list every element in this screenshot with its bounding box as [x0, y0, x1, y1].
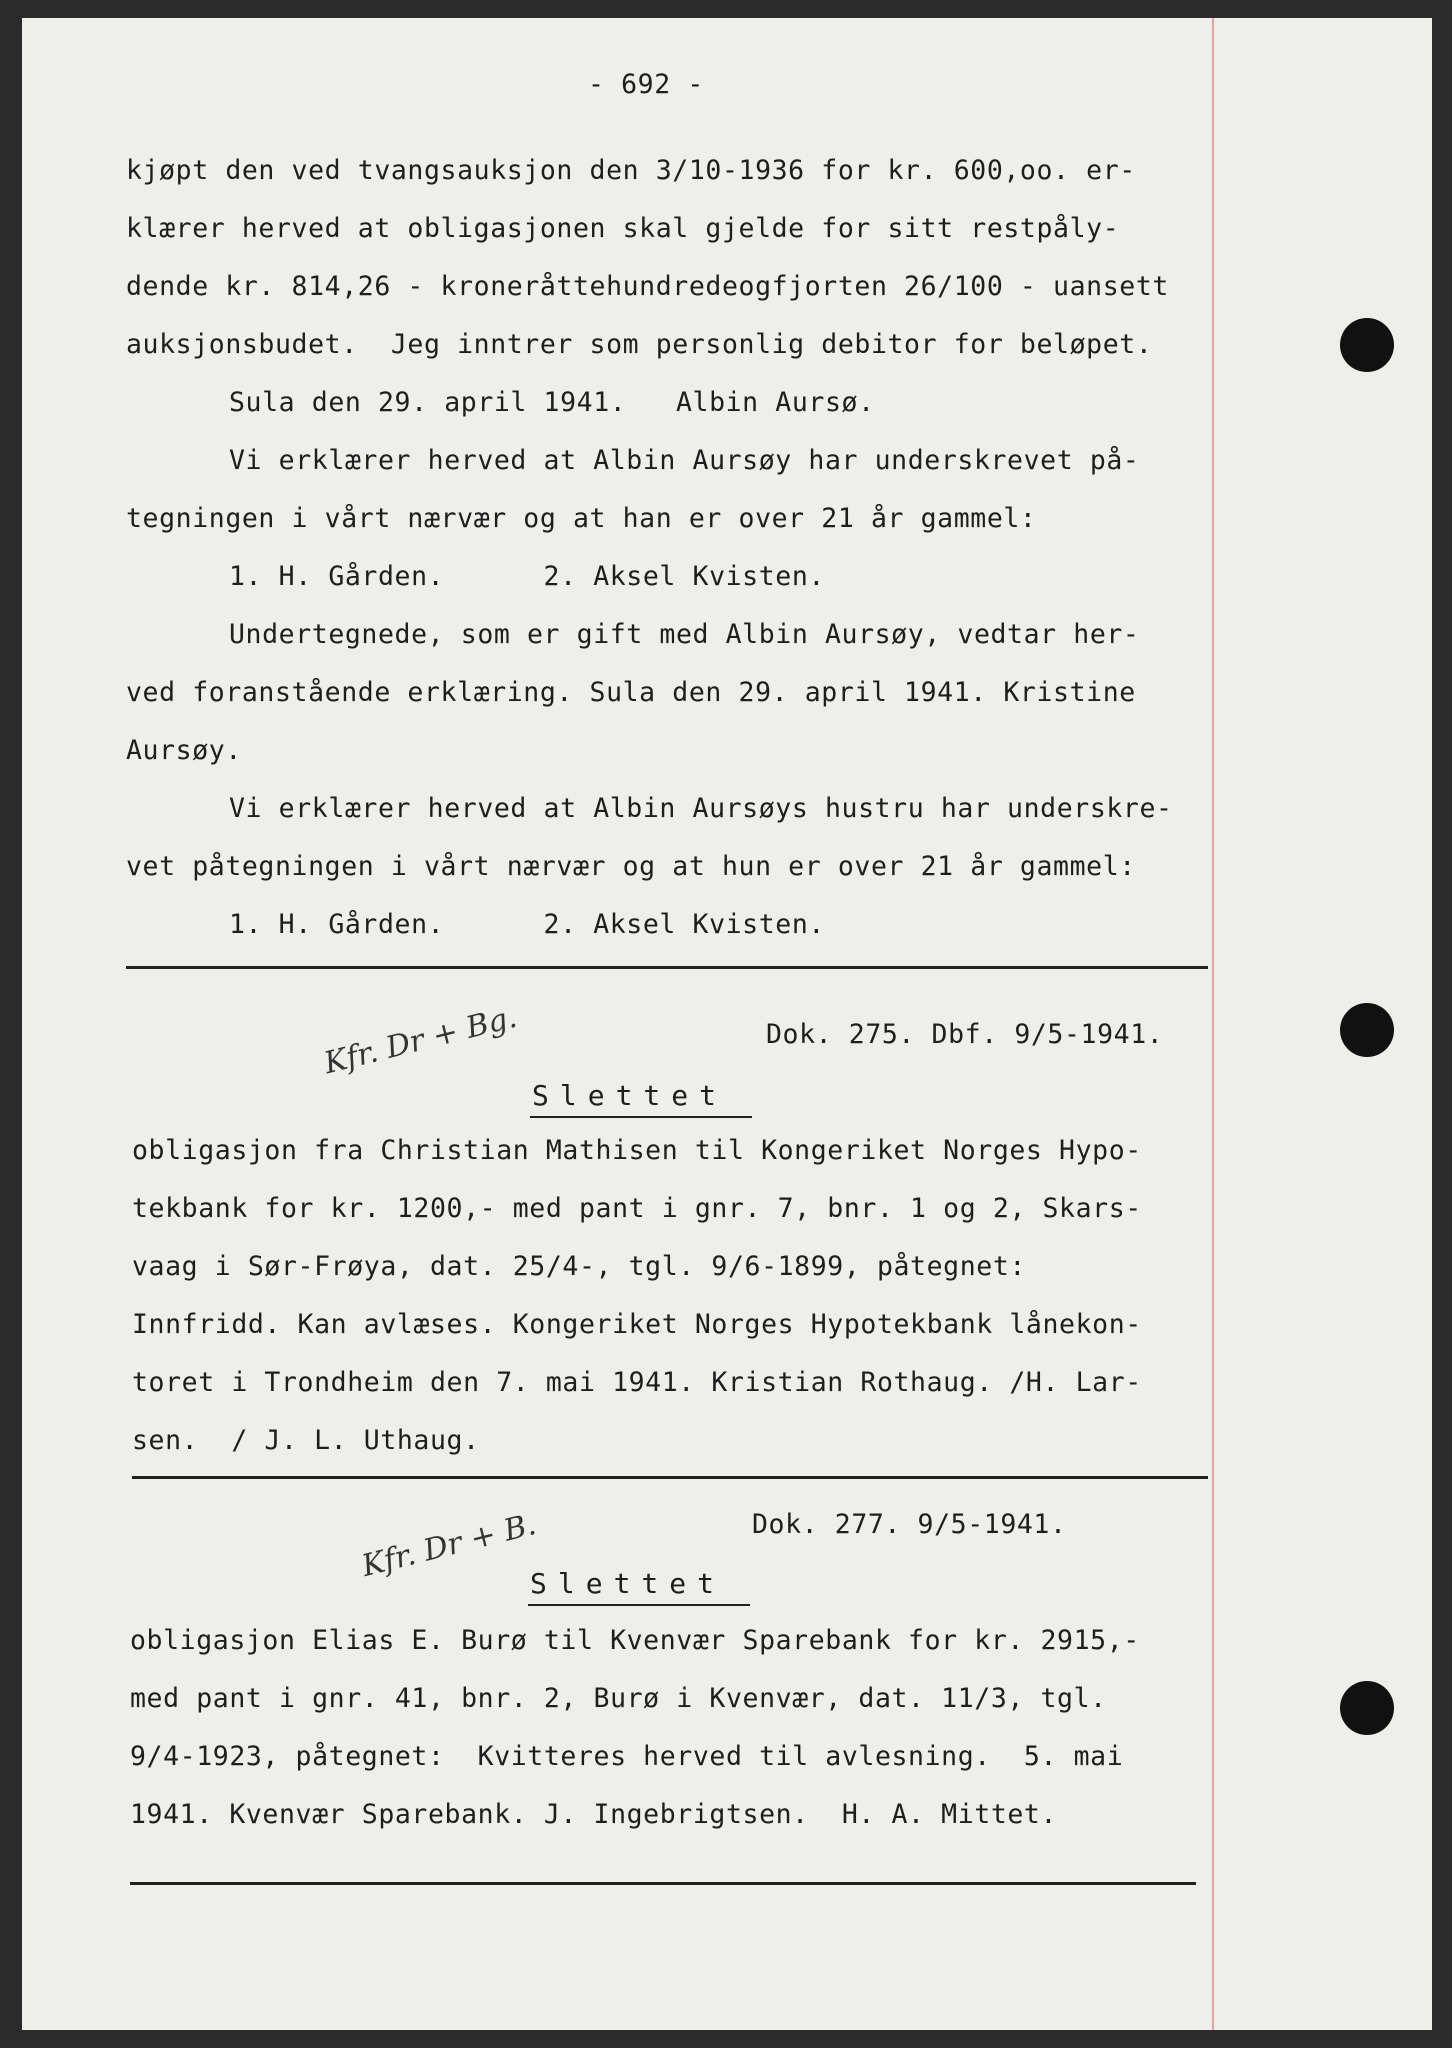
text-line: 1941. Kvenvær Sparebank. J. Ingebrigtsen. H. A. Mittet.	[130, 1799, 1058, 1830]
section-divider	[130, 1882, 1196, 1885]
text-line: 9/4-1923, påtegnet: Kvitteres herved til avlesning. 5. mai	[130, 1741, 1124, 1772]
text-line: obligasjon fra Christian Mathisen til Kongeriket Norges Hypo-	[132, 1135, 1142, 1166]
text-line: 1. H. Gården. 2. Aksel Kvisten.	[229, 909, 825, 940]
margin-line	[1212, 18, 1214, 2030]
text-line: obligasjon Elias E. Burø til Kvenvær Sparebank for kr. 2915,-	[130, 1625, 1140, 1656]
punch-hole	[1340, 1003, 1394, 1057]
text-line: Undertegnede, som er gift med Albin Aursøy, vedtar her-	[229, 619, 1140, 650]
heading-underline	[528, 1604, 750, 1606]
text-line: Sula den 29. april 1941. Albin Aursø.	[229, 387, 875, 418]
margin-note: Kfr. Dr + B.	[358, 1507, 540, 1584]
text-line: Vi erklærer herved at Albin Aursøy har underskrevet på-	[229, 445, 1140, 476]
text-line: vet påtegningen i vårt nærvær og at hun er over 21 år gammel:	[126, 851, 1136, 882]
heading-underline	[530, 1116, 752, 1118]
text-line: sen. / J. L. Uthaug.	[132, 1425, 480, 1456]
document-reference: Dok. 277. 9/5-1941.	[752, 1509, 1067, 1540]
text-line: kjøpt den ved tvangsauksjon den 3/10-1936 for kr. 600,oo. er-	[126, 155, 1136, 186]
entry-heading: Slettet	[532, 1079, 728, 1112]
text-line: auksjonsbudet. Jeg inntrer som personlig debitor for beløpet.	[126, 329, 1153, 360]
text-line: tekbank for kr. 1200,- med pant i gnr. 7, bnr. 1 og 2, Skars-	[132, 1193, 1142, 1224]
margin-note: Kfr. Dr + Bg.	[320, 999, 521, 1082]
text-line: Aursøy.	[126, 735, 242, 766]
text-line: Innfridd. Kan avlæses. Kongeriket Norges Hypotekbank lånekon-	[132, 1309, 1142, 1340]
text-line: Vi erklærer herved at Albin Aursøys hustru har underskre-	[229, 793, 1173, 824]
text-line: 1. H. Gården. 2. Aksel Kvisten.	[229, 561, 825, 592]
text-line: klærer herved at obligasjonen skal gjelde for sitt restpåly-	[126, 213, 1120, 244]
text-line: ved foranstående erklæring. Sula den 29. april 1941. Kristine	[126, 677, 1136, 708]
text-line: vaag i Sør-Frøya, dat. 25/4-, tgl. 9/6-1899, påtegnet:	[132, 1251, 1026, 1282]
section-divider	[132, 1476, 1208, 1479]
punch-hole	[1340, 318, 1394, 372]
section-divider	[126, 966, 1208, 969]
entry-heading: Slettet	[530, 1567, 726, 1600]
text-line: dende kr. 814,26 - kroneråttehundredeogfjorten 26/100 - uansett	[126, 271, 1169, 302]
text-line: med pant i gnr. 41, bnr. 2, Burø i Kvenvær, dat. 11/3, tgl.	[130, 1683, 1107, 1714]
document-reference: Dok. 275. Dbf. 9/5-1941.	[766, 1019, 1164, 1050]
punch-hole	[1340, 1681, 1394, 1735]
page-number: - 692 -	[588, 69, 704, 100]
text-line: tegningen i vårt nærvær og at han er over 21 år gammel:	[126, 503, 1037, 534]
text-line: toret i Trondheim den 7. mai 1941. Kristian Rothaug. /H. Lar-	[132, 1367, 1142, 1398]
document-page	[22, 18, 1432, 2030]
